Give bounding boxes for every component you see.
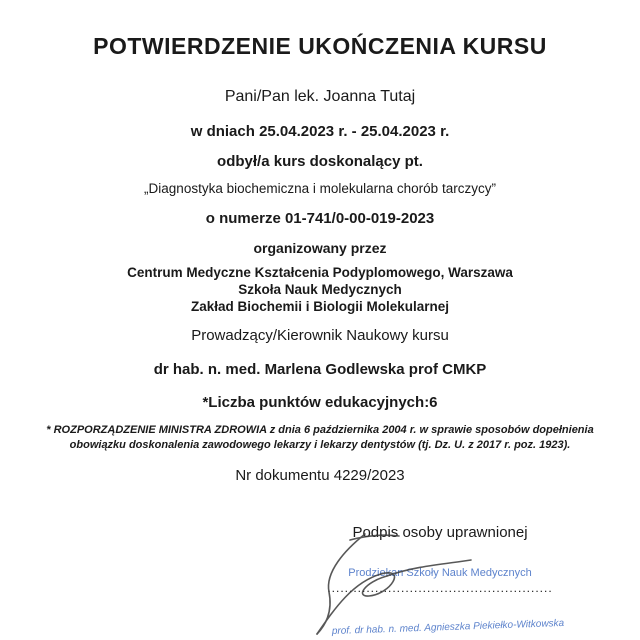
organization-line-1: Centrum Medyczne Kształcenia Podyplomowego, Warszawa [127,265,513,280]
stamp-name-line: prof. dr hab. n. med. Agnieszka Piekiełko-Witkowska [331,617,565,638]
signature-block [310,524,570,595]
leader-name: dr hab. n. med. Marlena Godlewska prof CMKP [153,361,487,378]
recipient-name: Pani/Pan lek. Joanna Tutaj [224,88,416,105]
course-number: o numerze 01-741/0-00-019-2023 [205,210,435,227]
education-points: *Liczba punktów edukacyjnych:6 [202,394,438,411]
document-number: Nr dokumentu 4229/2023 [235,467,405,484]
organized-by-label: organizowany przez [253,240,387,256]
organization-block [0,264,640,315]
legal-footnote: * ROZPORZĄDZENIE MINISTRA ZDROWIA z dnia 6 października 2004 r. w sprawie sposobów dopełnienia obowiązku doskonalenia zawodowego lekarzy i lekarzy dentystów (tj. Dz. U. z 2017 r. poz. 1923). [46,424,594,451]
signature-dotted-line: .................................................... [327,581,553,595]
leader-label: Prowadzący/Kierownik Naukowy kursu [191,327,449,344]
course-title: „Diagnostyka biochemiczna i molekularna chorób tarczycy” [144,181,496,196]
organization-line-2: Szkoła Nauk Medycznych [238,282,402,297]
course-intro-line: odbył/a kurs doskonalący pt. [217,153,423,170]
signature-label: Podpis osoby uprawnionej [352,524,528,541]
stamp-role-line: Prodziekan Szkoły Nauk Medycznych [348,567,532,579]
organization-line-3: Zakład Biochemii i Biologii Molekularnej [190,299,450,314]
certificate-title: POTWIERDZENIE UKOŃCZENIA KURSU [93,33,547,59]
course-dates: w dniach 25.04.2023 r. - 25.04.2023 r. [190,123,450,140]
